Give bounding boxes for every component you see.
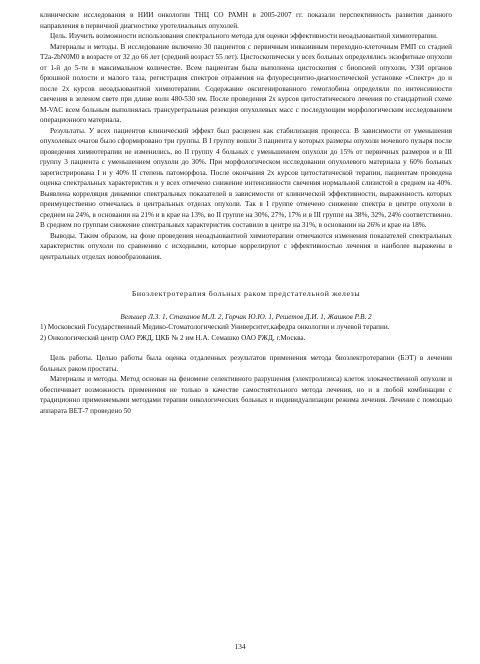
methods-paragraph: Материалы и методы. В исследование включено 30 пациентов с первичным инвазивным переходно-клеточным РМП со стадией T2a-2bN0M0 в возрасте от 32 до 66 лет (средний возраст 55 лет). Цистоскопически у всех больных определялись экзофитные опухоли от 1-й до 5-ти в максимальном количестве. Всем пациентам была выполнена цистоскопия с биопсией опухоли, УЗИ органов брюшной полости и малого таза, регистрация спектров отражения на флуоресцентно-диагностической установке «Спектр» до и после 2х курсов неоадъювантной химиотерапии. Содержание оксигенированного гемоглобина определяли по интенсивности свечения в зеленом свете при длине волн 480-530 нм. После проведения 2х курсов цитостатического лечения по стандартной схеме M-VAC всем больным выполнялась трансуретральная резекция опухолевых масс с последующим морфологическим исследованием операционного материала. [40, 42, 452, 124]
section-gap [40, 262, 452, 289]
article-title: Биоэлектротерапия больных раком предстательной железы [131, 289, 361, 298]
intro-paragraph: клинические исследования в НИИ онкологии ТНЦ СО РАМН в 2005-2007 гг. показали перспективность развития данного направления в первичной диагностике уротелиальных опухолей. [40, 11, 452, 30]
article2-goal-paragraph: Цель работы. Целью работы была оценка отдаленных результатов применения метода биоэлектротерапии (БЭТ) в лечении больных раком простаты. [40, 354, 452, 373]
affiliation-1: 1) Московский Государственный Медико-Стоматологический Университет,кафедра онкологии и лучевой терапии. [40, 323, 390, 331]
page-number: 134 [234, 642, 246, 651]
text-column [40, 10, 452, 416]
conclusions-paragraph: Выводы. Таким образом, на фоне проведения неоадъювантной химиотерапии отмечаются изменения показателей спектральных характеристик опухоли по сравнению с исходными, которые коррелируют с эффективностью лечения и наиболее выражены в центральных отделах новообразования. [40, 231, 452, 261]
title-gap [40, 300, 452, 312]
results-paragraph: Результаты. У всех пациентов клинический эффект был расценен как стабилизация процесса. В зависимости от уменьшения опухолевых очагов было сформировано три группы. В I группу вошли 3 пациента у которых размеры опухоли мочевого пузыря после проведения химиотерапии не изменились, во II группу 4 больных с уменьшением опухоли до 15% от первичных размеров и в III группу 3 пациента с уменьшением опухоли до 30%. При морфологическом исследовании опухолевого материала у 60% больных зарегистрирована I и у 40% II степень патоморфоза. После окончания 2х курсов цитостатической терапии, пациентам проведена оценка спектральных характеристик и у всех отмечено снижение интенсивности свечения нормальной слизистой в среднем на 40%. Выявлена корреляция динамики спектральных показателей в зависимости от клинической эффективности, выраженность которых преимущественно отмечалась в центральных отделах опухоли. Так в I группе отмечено снижение спектра в центре опухоли в среднем на 24%, в основании на 21% и в крае на 13%, во II группе на 30%, 27%, 17% и в III группе на 38%, 32%, 24% соответственно. В среднем по группам снижение спектральных характеристик составило в центре на 31%, в основании на 26% и крае на 18%. [40, 126, 452, 229]
goal-paragraph: Цель. Изучить возможности использования спектрального метода для оценки эффективности неоадъювантной химиотерапии. [50, 32, 438, 40]
authors-line: Вельшер Л.З. 1, Стаханов М.Л. 2, Горчак Ю.Ю. 1, Решетов Д.И. 1, Жашков Р.В. 2 [120, 312, 372, 321]
article2-methods-paragraph: Материалы и методы. Метод основан на феномене селективного разрушения (электролизиса) клеток злокачественной опухоли и обеспечивает возможность применения не только в качестве самостоятельного метода лечения, но и в любой комбинации с традиционно применяемыми методами терапии онкологических больных и индивидуализации режима лечения. Лечение с помощью аппарата ВЕТ-7 проведено 50 [40, 375, 452, 415]
affiliation-2: 2) Онкологический центр ОАО РЖД, ЦКБ № 2 им Н.А. Семашко ОАО РЖД, г.Москва. [40, 333, 306, 342]
affiliation-gap [40, 343, 452, 353]
